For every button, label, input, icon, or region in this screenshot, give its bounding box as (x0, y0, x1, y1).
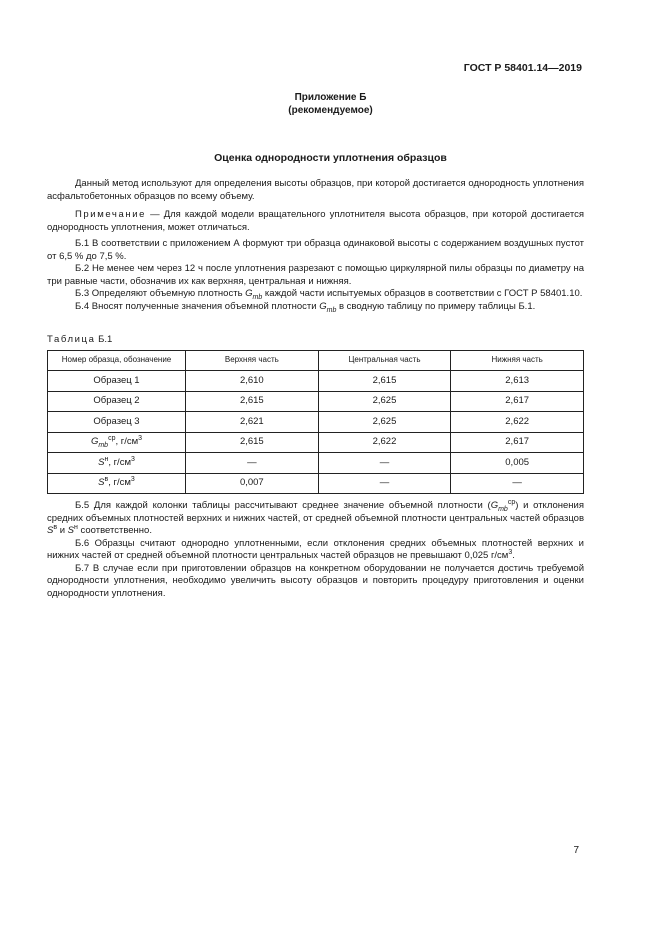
table-row (48, 473, 584, 494)
symbol-mb: mb (252, 293, 263, 301)
symbol-s: S (98, 456, 105, 468)
symbol-g: G (90, 436, 99, 447)
table-header: Центральная часть (318, 351, 451, 371)
clause-b4 (47, 301, 584, 314)
density-table (47, 350, 584, 494)
table-header: Нижняя часть (451, 351, 584, 371)
table-cell: 2,615 (318, 371, 451, 392)
unit-exponent: 3 (130, 475, 135, 483)
unit-label: , г/см (115, 436, 139, 447)
clauses-b5-b7 (47, 500, 584, 600)
table-row (48, 412, 584, 433)
table-row (48, 371, 584, 392)
table-cell: 2,621 (186, 412, 319, 433)
section-title: Оценка однородности уплотнения образцов (214, 152, 447, 164)
clause-b3 (47, 288, 584, 301)
symbol-s: S (47, 525, 54, 536)
unit-exponent: 3 (138, 434, 143, 442)
intro-text: Данный метод используют для определения высоты образцов, при которой достигается однородность уплотнения асфальтобетонных образцов по всему объему. (47, 178, 584, 202)
document-id: ГОСТ Р 58401.14—2019 (463, 62, 582, 74)
table-row (48, 391, 584, 412)
table-header: Номер образца, обозначение (48, 351, 186, 371)
symbol-s: S (67, 525, 74, 536)
clause-b1: Б.1 В соответствии с приложением А формуют три образца одинаковой высоты с содержанием воздушных пустот от 6,5 % до 7,5 %. (47, 238, 584, 262)
symbol-s: S (98, 477, 105, 488)
clause-b5 (47, 500, 584, 538)
symbol-sup-bottom: н (104, 455, 109, 463)
symbol-cp: ср (507, 498, 516, 506)
clause-b6 (47, 538, 584, 563)
appendix-subtitle: (рекомендуемое) (288, 105, 373, 116)
clause-b6-end: . (512, 550, 515, 561)
note-label: Примечание (75, 209, 146, 220)
symbol-mb: mb (498, 505, 508, 513)
unit-exponent: 3 (130, 455, 135, 463)
table-cell: 2,617 (451, 391, 584, 412)
row-label-s-top (48, 473, 186, 494)
note-paragraph (47, 209, 584, 234)
clause-b5-middle: ) и отклонения средних объемных плотностей верхних и нижних частей, от средней объемной плотности центральных частей образцов (47, 500, 584, 524)
table-cell: — (186, 453, 319, 474)
table-cell: 0,005 (451, 453, 584, 474)
table-cell: 2,625 (318, 391, 451, 412)
unit-label: , г/см (108, 456, 131, 468)
table-header-row (48, 351, 584, 371)
symbol-cp: ср (108, 434, 116, 442)
table-cell: 2,622 (451, 412, 584, 433)
symbol-g: G (490, 500, 499, 511)
table-cell: 2,613 (451, 371, 584, 392)
table-caption-label: Таблица (47, 334, 96, 345)
unit-label: , г/см (108, 477, 131, 488)
note-body: — Для каждой модели вращательного уплотнителя высота образцов, при которой достигается однородность уплотнения, может отличаться. (47, 209, 584, 233)
clause-b7: Б.7 В случае если при приготовлении образцов на конкретном оборудовании не получается достичь требуемой однородности уплотнения, необходимо увеличить высоту образцов и повторить процедуру приготовления и оценки однородности уплотнения. (47, 562, 584, 599)
symbol-g: G (319, 300, 327, 312)
table-row (48, 432, 584, 453)
clause-b5-start: Б.5 Для каждой колонки таблицы рассчитывают среднее значение объемной плотности ( (75, 500, 491, 511)
table-cell: — (318, 473, 451, 494)
table-cell: Образец 1 (48, 371, 186, 392)
clause-b3-start: Б.3 Определяют объемную плотность (75, 288, 246, 299)
table-header: Верхняя часть (186, 351, 319, 371)
appendix-heading (0, 91, 661, 117)
clause-b4-end: в сводную таблицу по примеру таблицы Б.1. (336, 300, 536, 312)
unit-exponent: 3 (508, 548, 513, 556)
row-label-gmb-avg (48, 432, 186, 453)
row-label-s-bottom (48, 453, 186, 474)
symbol-g: G (245, 288, 253, 299)
symbol-mb: mb (98, 441, 109, 449)
table-cell: 2,610 (186, 371, 319, 392)
table-cell: 2,622 (318, 432, 451, 453)
clause-b4-start: Б.4 Вносят полученные значения объемной плотности (75, 300, 320, 312)
table-cell: — (451, 473, 584, 494)
table-cell: Образец 3 (48, 412, 186, 433)
table-cell: 2,615 (186, 391, 319, 412)
table-caption-number: Б.1 (95, 334, 113, 345)
clauses-b1-b4 (47, 238, 584, 313)
clause-b3-end: каждой части испытуемых образцов в соответствии с ГОСТ Р 58401.10. (262, 288, 583, 299)
note-text (47, 209, 584, 234)
clause-b5-end: соответственно. (77, 525, 152, 536)
table-row (48, 453, 584, 474)
table-cell: — (318, 453, 451, 474)
table-cell: 0,007 (186, 473, 319, 494)
symbol-sup-top: в (53, 523, 58, 531)
clause-b6-start: Б.6 Образцы считают однородно уплотненными, если отклонения средних объемных плотностей верхних и нижних частей от средней объемной плотности центральных частей образцов не превышают 0,025 г/см (47, 537, 584, 561)
table-cell: 2,625 (318, 412, 451, 433)
intro-paragraph (47, 178, 584, 203)
table-cell: 2,617 (451, 432, 584, 453)
symbol-sup-top: в (104, 475, 109, 483)
clause-b2: Б.2 Не менее чем через 12 ч после уплотнения разрезают с помощью циркулярной пилы образцы по диаметру на три равные части, обозначив их как верхняя, центральная и нижняя. (47, 263, 584, 287)
page-number: 7 (573, 845, 579, 856)
symbol-mb: mb (326, 306, 337, 314)
clause-b5-and: и (57, 525, 68, 536)
symbol-sup-bottom: н (74, 523, 78, 531)
table-cell: 2,615 (186, 432, 319, 453)
table-cell: Образец 2 (48, 391, 186, 412)
table-caption (47, 334, 112, 347)
appendix-title: Приложение Б (294, 92, 367, 103)
